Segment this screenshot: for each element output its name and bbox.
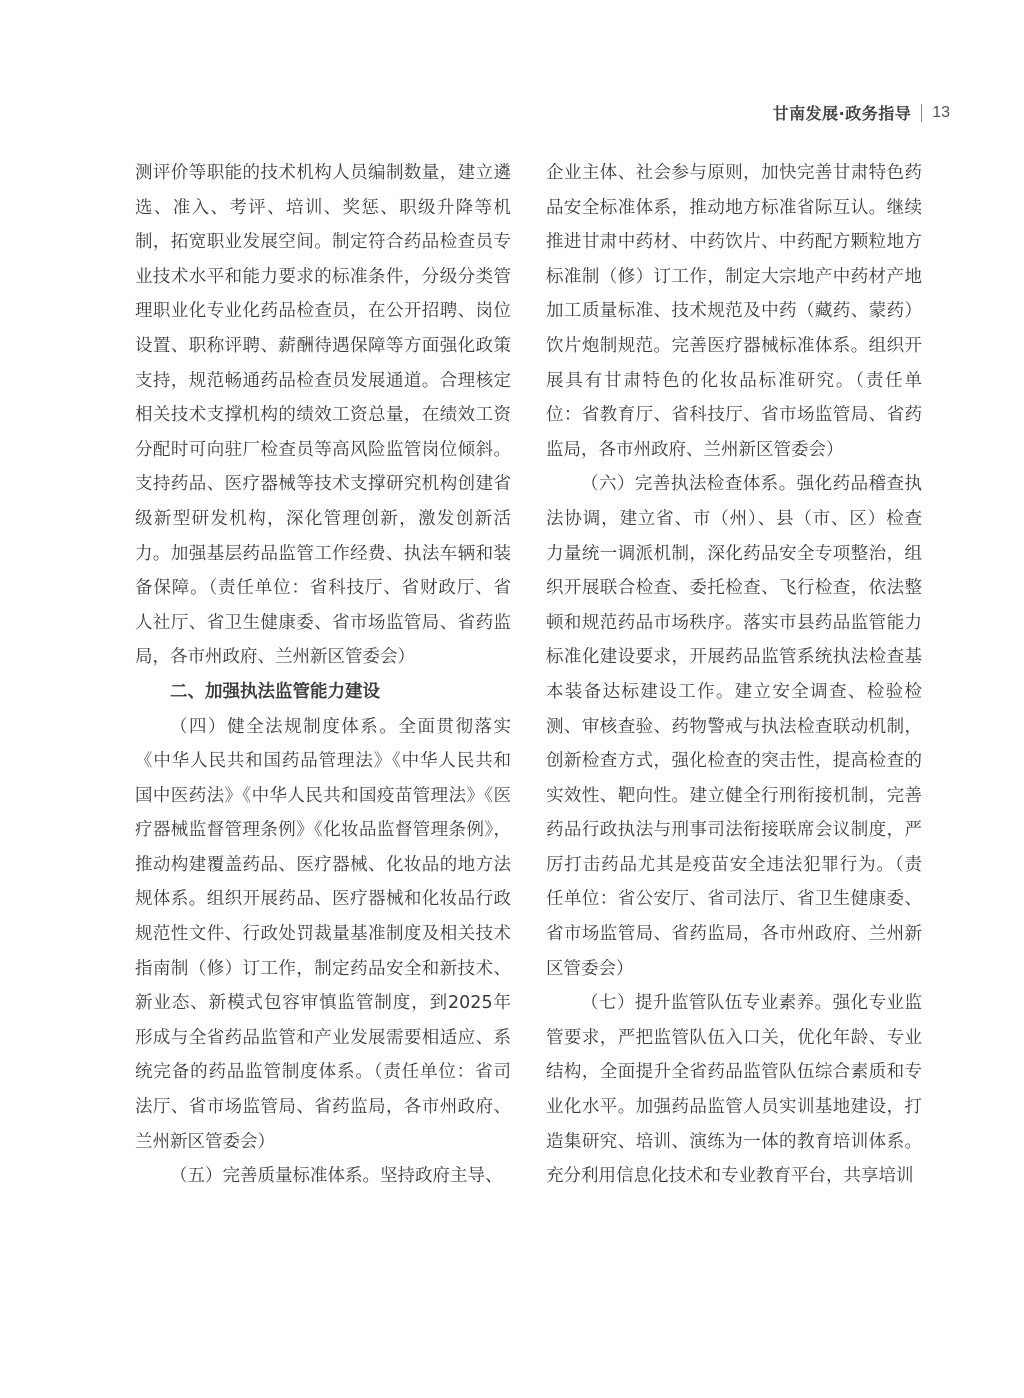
page-number: 13 <box>932 103 950 121</box>
paragraph-7 <box>546 986 922 1194</box>
paragraph-continued: 测评价等职能的技术机构人员编制数量，建立遴选、准入、考评、培训、奖惩、职级升降等机制，拓宽职业发展空间。制定符合药品检查员专业技术水平和能力要求的标准条件，分级分类管理职业化专业化药品检查员，在公开招聘、岗位设置、职称评聘、薪酬待遇保障等方面强化政策支持，规范畅通药品检查员发展通道。合理核定相关技术支撑机构的绩效工资总量，在绩效工资分配时可向驻厂检查员等高风险监管岗位倾斜。支持药品、医疗器械等技术支撑研究机构创建省级新型研发机构，深化管理创新，激发创新活力。加强基层药品监管工作经费、执法车辆和装备保障。（责任单位：省科技厅、省财政厅、省人社厅、省卫生健康委、省市场监管局、省药监局，各市州政府、兰州新区管委会） <box>135 163 511 668</box>
paragraph-6-title: （六）完善执法检查体系。 <box>581 474 797 495</box>
section-heading: 二、加强执法监管能力建设 <box>170 681 380 702</box>
paragraph-5-continued: 企业主体、社会参与原则，加快完善甘肃特色药品安全标准体系，推动地方标准省际互认。继续推进甘肃中药材、中药饮片、中药配方颗粒地方标准制（修）订工作，制定大宗地产中药材产地加工质量标准、技术规范及中药（藏药、蒙药）饮片炮制规范。完善医疗器械标准体系。组织开展具有甘肃特色的化妆品标准研究。（责任单位：省教育厅、省科技厅、省市场监管局、省药监局，各市州政府、兰州新区管委会） <box>546 163 922 460</box>
paragraph-7-body: 强化专业监管要求，严把监管队伍入口关，优化年龄、专业结构，全面提升全省药品监管队伍综合素质和专业化水平。加强药品监管人员实训基地建设，打造集研究、培训、演练为一体的教育培训体系。充分利用信息化技术和专业教育平台，共享培训 <box>546 993 923 1187</box>
paragraph-5-title: （五）完善质量标准体系。 <box>170 1166 380 1187</box>
header-divider <box>921 104 922 122</box>
left-column <box>135 156 511 1194</box>
paragraph-6 <box>546 467 922 986</box>
page-header <box>773 101 950 124</box>
paragraph-5 <box>135 1159 511 1194</box>
paragraph-5-body: 坚持政府主导、 <box>380 1166 503 1187</box>
paragraph-4-body: 全面贯彻落实《中华人民共和国药品管理法》《中华人民共和国中医药法》《中华人民共和国疫苗管理法》《医疗器械监督管理条例》《化妆品监督管理条例》，推动构建覆盖药品、医疗器械、化妆品的地方法规体系。组织开展药品、医疗器械和化妆品行政规范性文件、行政处罚裁量基准制度及相关技术指南制（修）订工作，制定药品安全和新技术、新业态、新模式包容审慎监管制度，到2025年形成与全省药品监管和产业发展需要相适应、系统完备的药品监管制度体系。（责任单位：省司法厅、省市场监管局、省药监局，各市州政府、兰州新区管委会） <box>135 716 512 1152</box>
right-column <box>546 156 922 1194</box>
paragraph-4-title: （四）健全法规制度体系。 <box>170 716 399 737</box>
journal-title: 甘南发展·政务指导 <box>772 104 912 123</box>
paragraph-7-title: （七）提升监管队伍专业素养。 <box>581 993 833 1014</box>
paragraph-4 <box>135 710 511 1160</box>
paragraph-6-body: 强化药品稽查执法协调，建立省、市（州）、县（市、区）检查力量统一调派机制，深化药品安全专项整治，组织开展联合检查、委托检查、飞行检查，依法整顿和规范药品市场秩序。落实市县药品监管能力标准化建设要求，开展药品监管系统执法检查基本装备达标建设工作。建立安全调查、检验检测、审核查验、药物警戒与执法检查联动机制，创新检查方式，强化检查的突击性，提高检查的实效性、靶向性。建立健全行刑衔接机制，完善药品行政执法与刑事司法衔接联席会议制度，严厉打击药品尤其是疫苗安全违法犯罪行为。（责任单位：省公安厅、省司法厅、省卫生健康委、省市场监管局、省药监局，各市州政府、兰州新区管委会） <box>546 474 923 979</box>
